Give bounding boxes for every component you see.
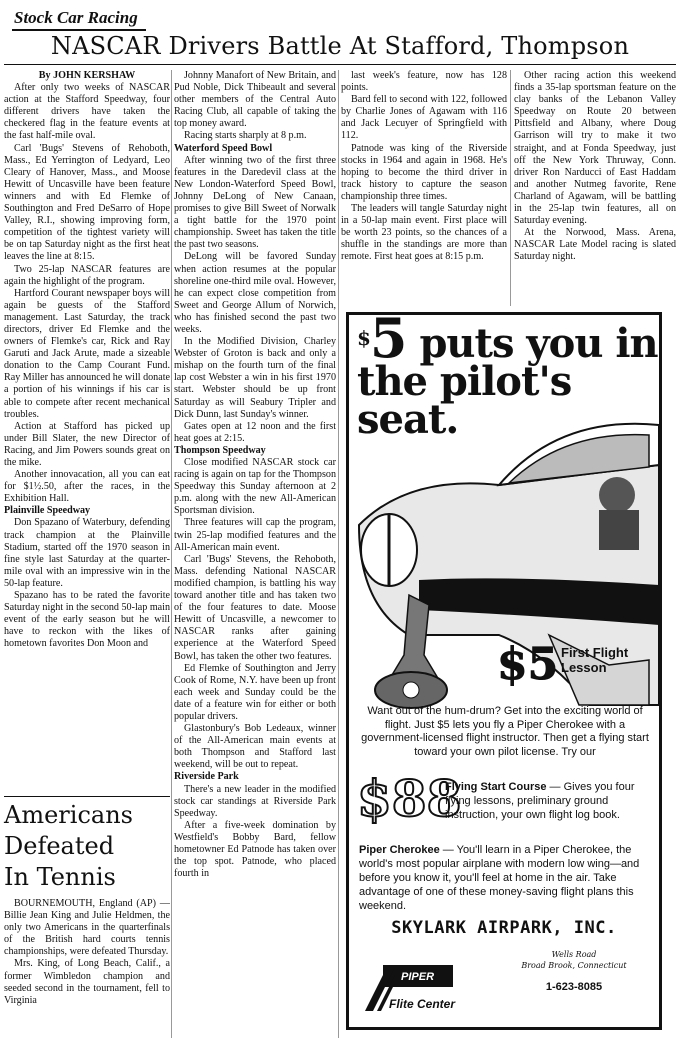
article-paragraph: Patnode was king of the Riverside stocks in 1964 and again in 1968. He's hoping to become the third driver in track history to capture the season championship three times.: [341, 142, 507, 202]
ad-headline-text: puts you in the pilot's seat.: [357, 320, 658, 443]
ad-course-title: Flying Start Course: [445, 781, 547, 793]
article-paragraph: Other racing action this weekend finds a 35-lap sportsman feature on the clay banks of the Lebanon Valley Speedway on Route 20 between Pittsfield and Albany, where Doug Garrison will try to make it two straight, and at Fonda Speedway, just off the New York Thruway, Conn. driver Ron Narducci of East Haddam and another Nutmeg favorite, Rene Charland of Agawam, will be battling in the 25-lap twin features, all on Saturday evening.: [514, 70, 676, 227]
tennis-paragraphs: [4, 898, 170, 1007]
article-paragraph: Two 25-lap NASCAR features are again the highlight of the program.: [4, 263, 170, 287]
article-paragraph: Another innovacation, all you can eat for $1½.50, after the races, in the Exhibition Hall.: [4, 469, 170, 505]
subhead-waterford: Waterford Speed Bowl: [174, 142, 273, 154]
article-paragraph: Racing starts sharply at 8 p.m.: [184, 130, 307, 142]
ad-headline-dollar: $: [357, 326, 370, 350]
tennis-headline-line-1: Americans: [4, 801, 133, 829]
section-kicker: Stock Car Racing: [12, 8, 146, 31]
ad-cherokee-body: — You'll learn in a Piper Cherokee, the world's most popular airplane with modern low wing—and before you know it, you'll feel at home in the air. Take advantage of one of these money-saving flight plans this weekend.: [359, 844, 640, 912]
col1-paragraphs: [4, 82, 170, 505]
article-paragraph: Gates open at 12 noon and the first heat goes at 2:15.: [174, 420, 336, 444]
article-paragraph: DeLong will be favored Sunday when action resumes at the popular shoreline one-third mile oval. However, he can expect close competition from Sweet and George Allum of Norwich, who has finished second the past two weeks.: [174, 251, 336, 335]
article-paragraph: After winning two of the first three features in the Daredevil class at the New London-Waterford Speed Bowl, Johnny DeLong of New Canaan, promises to give Bill Sweet of Norwalk a tight battle for the 1970 point championship. Sweet has taken the title the past two seasons.: [174, 154, 336, 251]
subhead-thompson: Thompson Speedway: [174, 444, 266, 456]
article-paragraph: In the Modified Division, Charley Webster of Groton is back and only a mishap on the fourth turn of the final lap cost Webster a win in his first 1970 start. Webster should be up front Saturday as will Seabury Tripler and Dick Dunn, last Sunday's winner.: [174, 336, 336, 420]
tennis-headline: [4, 800, 170, 893]
article-paragraph: At the Norwood, Mass. Arena, NASCAR Late Model racing is slated Saturday night.: [514, 227, 676, 263]
article-column-4: [514, 70, 676, 306]
flite-center-text: Flite Center: [389, 997, 456, 1011]
article-paragraph: Ed Flemke of Southington and Jerry Cook of Rome, N.Y. have been up front each week and Sunday could be the date of a feature win for either or both popular drivers.: [174, 662, 336, 722]
subhead-riverside: Riverside Park: [174, 771, 239, 783]
ad-small-price: [497, 635, 559, 695]
col2b-paragraphs: [174, 155, 336, 445]
col3-paragraphs: [341, 70, 507, 264]
col2d-paragraphs: [174, 784, 336, 881]
col1b-paragraphs: [4, 517, 170, 650]
col2-paragraphs: [174, 70, 336, 143]
article-paragraph: Carl 'Bugs' Stevens of Rehoboth, Mass., Ed Yerrington of Ledyard, Leo Cleary of Hanover, Mass., and Moose Hewitt of Uncasville have been feature winners and with Ed Flemke of Southington and Fred DeSarro of Hope Valley, R.I., showing improving form, competition of the tightest variety will be on tap Saturday night as the first heat leaves the line at 8:15.: [4, 142, 170, 263]
tennis-article: [4, 898, 170, 1038]
article-paragraph: Don Spazano of Waterbury, defending track champion at the Plainville Stadium, started off the 1970 season in fine style last Saturday at the quarter-mile oval with an impressive win in the 50-lap feature.: [4, 517, 170, 589]
article-paragraph: After only two weeks of NASCAR action at the Stafford Speedway, four different drivers have taken the checkered flag in the feature events at the fast half-mile oval.: [4, 82, 170, 142]
col4-paragraphs: [514, 70, 676, 264]
article-paragraph: Three features will cap the program, twin 25-lap modified features and the All-American main event.: [174, 517, 336, 553]
ad-big-price: [357, 767, 462, 831]
article-paragraph: BOURNEMOUTH, England (AP) — Billie Jean King and Julie Heldmen, the only two Americans in the quarterfinals of the British hard courts tennis championships, were defeated Thursday.: [4, 898, 170, 958]
ad-big-price-text: $88: [357, 769, 462, 828]
article-paragraph: The leaders will tangle Saturday night in a 50-lap main event. First place will be worth 23 points, so the chances of a shuffle in the standings are more than remote. First heat goes at 8:15 p.m.: [341, 203, 507, 263]
tennis-top-rule: [4, 796, 170, 797]
ad-address: [499, 949, 649, 971]
article-paragraph: After a five-week domination by Westfield's Bobby Bard, fellow hometowner Ed Patnode has taken over the top spot. Patnode, who placed fourth in: [174, 819, 336, 880]
ad-flying-start-course: [445, 780, 651, 822]
ad-course-text: — Gives you four flying lessons, preliminary ground instruction, your own flight log book.: [445, 781, 635, 821]
tennis-headline-line-2: Defeated: [4, 832, 115, 860]
article-paragraph: Bard fell to second with 122, followed by Charlie Jones of Agawam with 116 and Jack Lecuyer of Springfield with 112.: [341, 94, 507, 142]
article-paragraph: Mrs. King, of Long Beach, Calif., a former Wimbledon champion and seeded second in the tournament, fell to Virginia: [4, 958, 170, 1006]
byline: By JOHN KERSHAW: [38, 70, 136, 81]
article-paragraph: Action at Stafford has picked up under Bill Slater, the new Director of Racing, and Jim Powers sounds great on the mike.: [4, 420, 170, 468]
article-column-2: [174, 70, 336, 1038]
ad-cherokee-text: [359, 843, 653, 913]
column-divider-3: [510, 70, 511, 306]
ad-headline-five: 5: [369, 312, 407, 370]
tennis-headline-line-3: In Tennis: [4, 863, 116, 891]
main-headline: NASCAR Drivers Battle At Stafford, Thompson: [50, 32, 630, 60]
ad-company-name: SKYLARK AIRPARK, INC.: [391, 918, 617, 938]
article-paragraph: There's a new leader in the modified stock car standings at Riverside Park Speedway.: [174, 783, 336, 819]
ad-first-flight-lesson: First Flight Lesson: [561, 645, 629, 675]
article-paragraph: last week's feature, now has 128 points.: [341, 70, 507, 94]
column-divider-2: [338, 70, 339, 1038]
ad-cherokee-title: Piper Cherokee: [359, 844, 440, 856]
headline-rule: [4, 64, 676, 65]
article-column-3: [341, 70, 507, 306]
article-paragraph: Spazano has to be rated the favorite Saturday night in the second 50-lap main event of the early season but he will have to reckon with the likes of hometown favorites Don Moon and: [4, 590, 170, 650]
article-column-1: [4, 70, 170, 792]
article-paragraph: Johnny Manafort of New Britain, and Pud Noble, Dick Thibeault and several other members of the Central Auto Racing Club, all capable of taking the top money award.: [174, 70, 336, 130]
article-paragraph: Carl 'Bugs' Stevens, the Rehoboth, Mass. defending National NASCAR modified champion, is battling his way toward another title and has taken two of the four features to date. Moose Hewitt of Uncasville, a newcomer to NASCAR ranks after gaining experience at the Waterford Speed Bowl, has taken the other two features.: [174, 553, 336, 662]
ad-address-line-1: Wells Road: [551, 950, 597, 959]
subhead-plainville: Plainville Speedway: [4, 505, 91, 517]
ad-phone: 1-623-8085: [545, 981, 603, 993]
col2c-paragraphs: [174, 457, 336, 771]
ad-body-text: Want out of the hum-drum? Get into the exciting world of flight. Just $5 lets you fly a Piper Cherokee with a government-licensed flight instructor. Then get a flying start toward your own pilot license. Try our: [361, 705, 649, 758]
article-paragraph: Hartford Courant newspaper boys will again be guests of the Stafford management. Last Saturday, the track directors, driver Ed Flemke and the owners of Flemke's car, Rick and Ray Garuti and Jack Arute, made a sizeable donation to the Camp Courant Fund. Ray Miller has announced he will donate a portion of his winnings if his car is able to compete after recent mechanical troubles.: [4, 287, 170, 420]
article-paragraph: Glastonbury's Bob Ledeaux, winner of the All-American main events at both Thompson and Stafford last weekend, will be out to repeat.: [174, 723, 336, 771]
piper-advertisement: [346, 312, 662, 1030]
ad-address-line-2: Broad Brook, Connecticut: [521, 961, 627, 970]
article-paragraph: Close modified NASCAR stock car racing is again on tap for the Thompson Speedway this Sunday afternoon at 2 p.m. along with the new All-American Sportsman division.: [174, 457, 336, 517]
ad-small-price-text: $5: [497, 639, 559, 690]
column-divider-1: [171, 70, 172, 1038]
piper-logo-text: PIPER: [395, 970, 440, 984]
